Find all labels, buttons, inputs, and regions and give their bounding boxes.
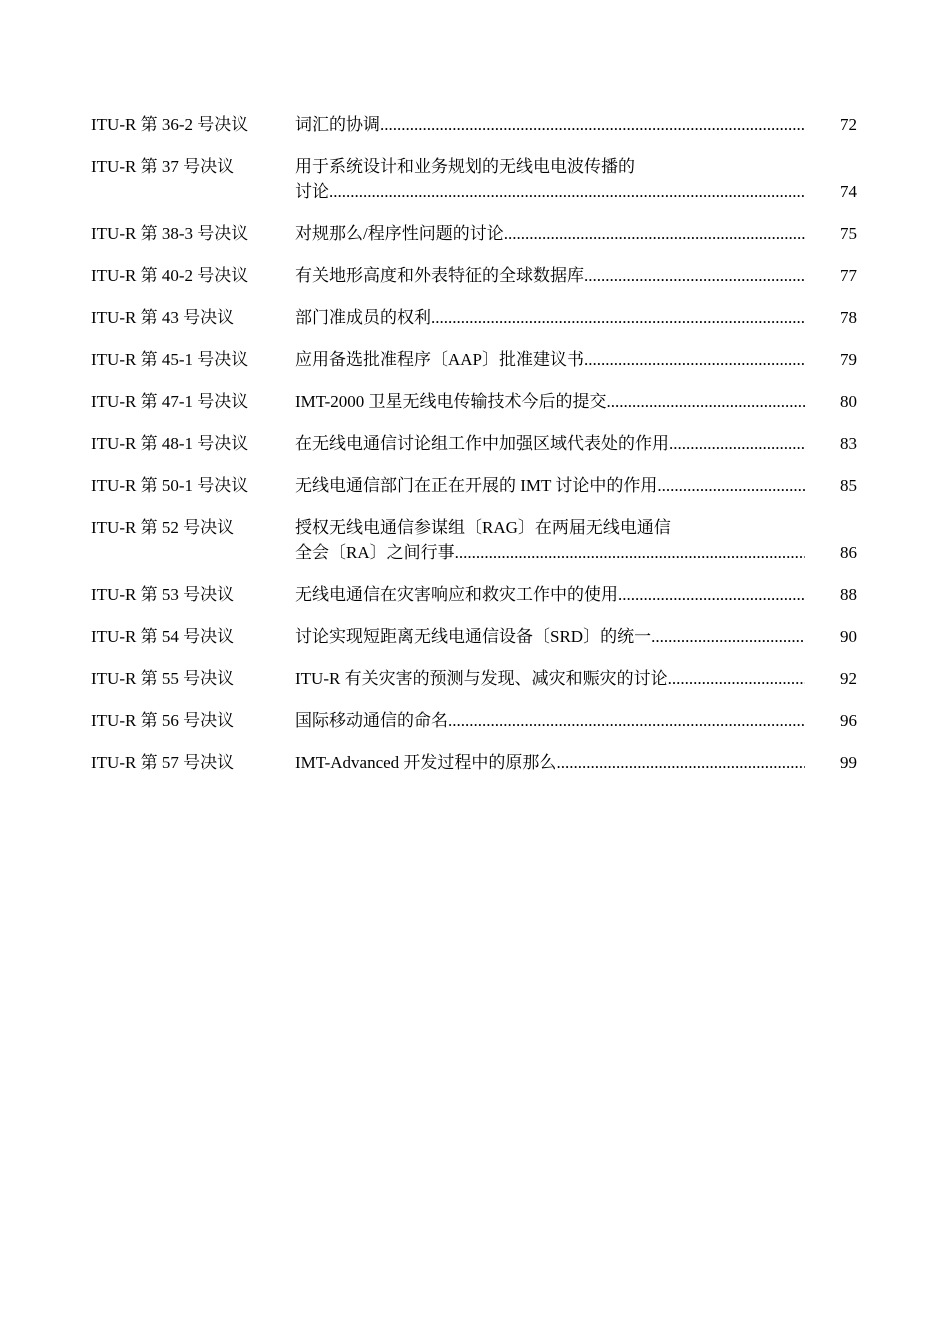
toc-entry-page-number: 80 (840, 392, 857, 411)
toc-entry-page-number: 96 (840, 711, 857, 730)
toc-entry-page-number: 85 (840, 476, 857, 495)
toc-entry-page-number: 88 (840, 585, 857, 604)
toc-title-text: 讨论 (295, 182, 329, 201)
toc-title-text: 词汇的协调 (295, 115, 380, 134)
toc-title-text: 在无线电通信讨论组工作中加强区域代表处的作用 (295, 434, 669, 453)
toc-title-line (295, 666, 805, 691)
toc-title-text: 讨论实现短距离无线电通信设备〔SRD〕的统一 (295, 627, 652, 646)
dot-leader (651, 624, 805, 649)
toc-title-line (295, 347, 805, 372)
toc-title-line (295, 389, 805, 414)
dot-leader (448, 708, 805, 733)
toc-title-line (295, 112, 805, 137)
toc-title-text: 有关地形高度和外表特征的全球数据库 (295, 266, 584, 285)
toc-entry-title (295, 305, 805, 330)
toc-entry[interactable] (91, 305, 857, 330)
toc-entry-title (295, 389, 805, 414)
toc-entry-page-number: 92 (840, 669, 857, 688)
toc-entry[interactable] (91, 515, 857, 565)
toc-title-text: 应用备选批准程序〔AAP〕批准建议书 (295, 350, 585, 369)
toc-entry-label: ITU-R 第 48-1 号决议 (91, 434, 249, 453)
toc-entry[interactable] (91, 221, 857, 246)
toc-title-line (295, 540, 805, 565)
toc-entry-label: ITU-R 第 45-1 号决议 (91, 350, 249, 369)
toc-entry-title (295, 263, 805, 288)
toc-entry[interactable] (91, 263, 857, 288)
toc-entry-page-number: 77 (840, 266, 857, 285)
toc-title-text: 无线电通信部门在正在开展的 IMT 讨论中的作用 (295, 476, 658, 495)
toc-title-line (295, 179, 805, 204)
toc-title-text: 部门准成员的权利 (295, 308, 431, 327)
toc-entry-label: ITU-R 第 54 号决议 (91, 627, 235, 646)
toc-title-text: IMT-Advanced 开发过程中的原那么 (295, 753, 557, 772)
toc-entry-title (295, 154, 805, 204)
toc-title-text: 无线电通信在灾害响应和救灾工作中的使用 (295, 585, 618, 604)
toc-title-line (295, 305, 805, 330)
toc-title-line (295, 708, 805, 733)
dot-leader (329, 179, 805, 204)
toc-entry[interactable] (91, 347, 857, 372)
toc-entry-label: ITU-R 第 43 号决议 (91, 308, 235, 327)
toc-title-line (295, 431, 805, 456)
toc-title-text: ITU-R 有关灾害的预测与发现、减灾和赈灾的讨论 (295, 669, 668, 688)
toc-entry-label: ITU-R 第 56 号决议 (91, 711, 235, 730)
toc-entry-page-number: 72 (840, 115, 857, 134)
toc-entry-page-number: 74 (840, 182, 857, 201)
toc-title-line (295, 473, 805, 498)
toc-entry[interactable] (91, 431, 857, 456)
toc-entry-title (295, 750, 805, 775)
toc-entry-title (295, 221, 805, 246)
toc-entry-label: ITU-R 第 36-2 号决议 (91, 115, 249, 134)
toc-title-text: 国际移动通信的命名 (295, 711, 448, 730)
toc-entry-label: ITU-R 第 55 号决议 (91, 669, 235, 688)
dot-leader (618, 582, 805, 607)
toc-entry-title (295, 431, 805, 456)
toc-entry-label: ITU-R 第 38-3 号决议 (91, 224, 249, 243)
toc-entry-title (295, 582, 805, 607)
toc-entry-label: ITU-R 第 50-1 号决议 (91, 476, 249, 495)
toc-entry-page-number: 78 (840, 308, 857, 327)
toc-entry-title (295, 112, 805, 137)
toc-entry-page-number: 86 (840, 543, 857, 562)
toc-title-text: 对规那么/程序性问题的讨论 (295, 224, 504, 243)
toc-entry-page-number: 83 (840, 434, 857, 453)
dot-leader (584, 347, 805, 372)
toc-entry-title (295, 708, 805, 733)
dot-leader (657, 473, 805, 498)
toc-entry-label: ITU-R 第 57 号决议 (91, 753, 235, 772)
toc-entry[interactable] (91, 708, 857, 733)
toc-title-line (295, 582, 805, 607)
toc-entry-page-number: 75 (840, 224, 857, 243)
toc-entry-title (295, 347, 805, 372)
toc-entry[interactable] (91, 473, 857, 498)
toc-entry[interactable] (91, 624, 857, 649)
toc-entry-label: ITU-R 第 37 号决议 (91, 157, 235, 176)
toc-entry-label: ITU-R 第 52 号决议 (91, 518, 235, 537)
toc-title-line (295, 750, 805, 775)
toc-title-text: IMT-2000 卫星无线电传输技术今后的提交 (295, 392, 607, 411)
dot-leader (607, 389, 805, 414)
toc-entry[interactable] (91, 112, 857, 137)
toc-entry-title (295, 624, 805, 649)
toc-entry-title (295, 666, 805, 691)
toc-entry-label: ITU-R 第 47-1 号决议 (91, 392, 249, 411)
table-of-contents (91, 112, 857, 792)
toc-title-line (295, 221, 805, 246)
toc-title-line: 用于系统设计和业务规划的无线电电波传播的 (295, 157, 635, 176)
toc-entry-page-number: 79 (840, 350, 857, 369)
toc-title-line: 授权无线电通信参谋组〔RAG〕在两届无线电通信 (295, 518, 671, 537)
dot-leader (504, 221, 805, 246)
toc-entry[interactable] (91, 750, 857, 775)
toc-entry-title (295, 473, 805, 498)
toc-entry-page-number: 99 (840, 753, 857, 772)
toc-title-text: 全会〔RA〕之间行事 (295, 543, 455, 562)
dot-leader (584, 263, 805, 288)
dot-leader (556, 750, 805, 775)
dot-leader (668, 666, 805, 691)
toc-entry[interactable] (91, 582, 857, 607)
dot-leader (669, 431, 805, 456)
toc-entry-label: ITU-R 第 40-2 号决议 (91, 266, 249, 285)
toc-entry[interactable] (91, 666, 857, 691)
toc-title-line (295, 263, 805, 288)
toc-entry-label: ITU-R 第 53 号决议 (91, 585, 235, 604)
dot-leader (455, 540, 805, 565)
toc-entry[interactable] (91, 154, 857, 204)
toc-entry-title (295, 515, 805, 565)
toc-title-line (295, 624, 805, 649)
toc-entry[interactable] (91, 389, 857, 414)
dot-leader (431, 305, 805, 330)
toc-entry-page-number: 90 (840, 627, 857, 646)
dot-leader (380, 112, 805, 137)
